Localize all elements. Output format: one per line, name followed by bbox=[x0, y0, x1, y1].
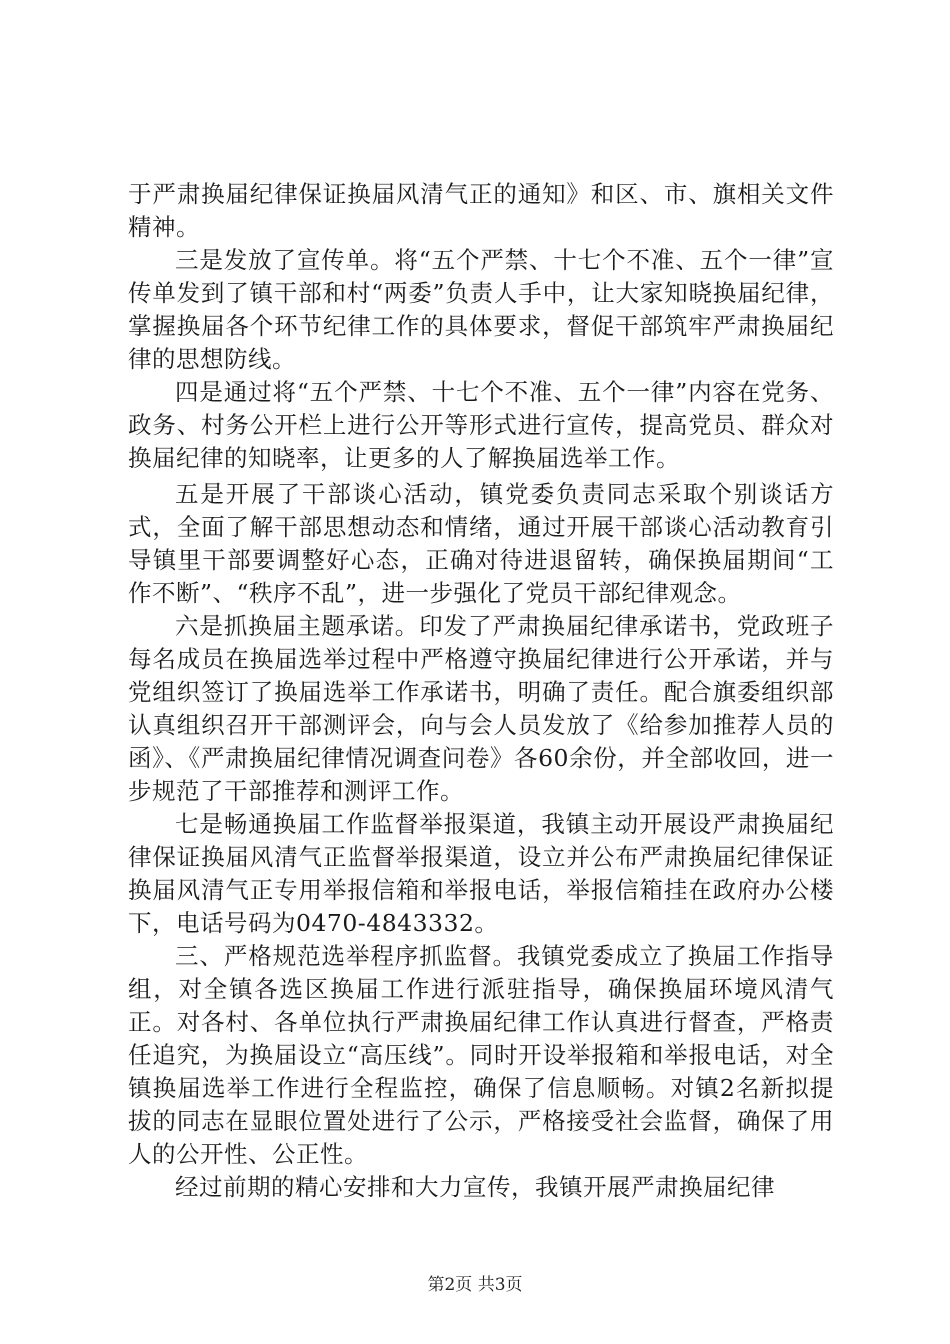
paragraph-continuation: 于严肃换届纪律保证换届风清气正的通知》和区、市、旗相关文件精神。 bbox=[128, 180, 834, 241]
paragraph-leaflets: 三是发放了宣传单。将“五个严禁、十七个不准、五个一律”宣传单发到了镇干部和村“两委”负责人手中，让大家知晓换届纪律，掌握换届各个环节纪律工作的具体要求，督促干部筑牢严肃换届纪律的思想防线。 bbox=[128, 246, 834, 373]
paragraph-conclusion-start: 经过前期的精心安排和大力宣传，我镇开展严肃换届纪律 bbox=[175, 1173, 775, 1201]
paragraph-public-notice: 四是通过将“五个严禁、十七个不准、五个一律”内容在党务、政务、村务公开栏上进行公开等形式进行宣传，提高党员、群众对换届纪律的知晓率，让更多的人了解换届选举工作。 bbox=[128, 378, 834, 472]
body-text-top bbox=[128, 178, 834, 475]
body-text-bottom bbox=[128, 478, 834, 1204]
page-number-footer: 第2页 共3页 bbox=[427, 1275, 523, 1295]
paragraph-election-supervision: 三、严格规范选举程序抓监督。我镇党委成立了换届工作指导组，对全镇各选区换届工作进行派驻指导，确保换届环境风清气正。对各村、各单位执行严肃换届纪律工作认真进行督查，严格责任追究，为换届设立“高压线”。同时开设举报箱和举报电话，对全镇换届选举工作进行全程监控，确保了信息顺畅。对镇2名新拟提拔的同志在显眼位置处进行了公示，严格接受社会监督，确保了用人的公开性、公正性。 bbox=[128, 942, 834, 1168]
paragraph-heart-to-heart-talks: 五是开展了干部谈心活动，镇党委负责同志采取个别谈话方式，全面了解干部思想动态和情绪，通过开展干部谈心活动教育引导镇里干部要调整好心态，正确对待进退留转，确保换届期间“工作不断”、“秩序不乱”，进一步强化了党员干部纪律观念。 bbox=[128, 480, 834, 607]
paragraph-commitment: 六是抓换届主题承诺。印发了严肃换届纪律承诺书，党政班子每名成员在换届选举过程中严格遵守换届纪律进行公开承诺，并与党组织签订了换届选举工作承诺书，明确了责任。配合旗委组织部认真组织召开干部测评会，向与会人员发放了《给参加推荐人员的函》、《严肃换届纪律情况调查问卷》各60余份，并全部收回，进一步规范了干部推荐和测评工作。 bbox=[128, 612, 834, 805]
paragraph-reporting-channels: 七是畅通换届工作监督举报渠道，我镇主动开展设严肃换届纪律保证换届风清气正监督举报渠道，设立并公布严肃换届纪律保证换届风清气正专用举报信箱和举报电话，举报信箱挂在政府办公楼下，电话号码为0470-4843332。 bbox=[128, 810, 834, 937]
